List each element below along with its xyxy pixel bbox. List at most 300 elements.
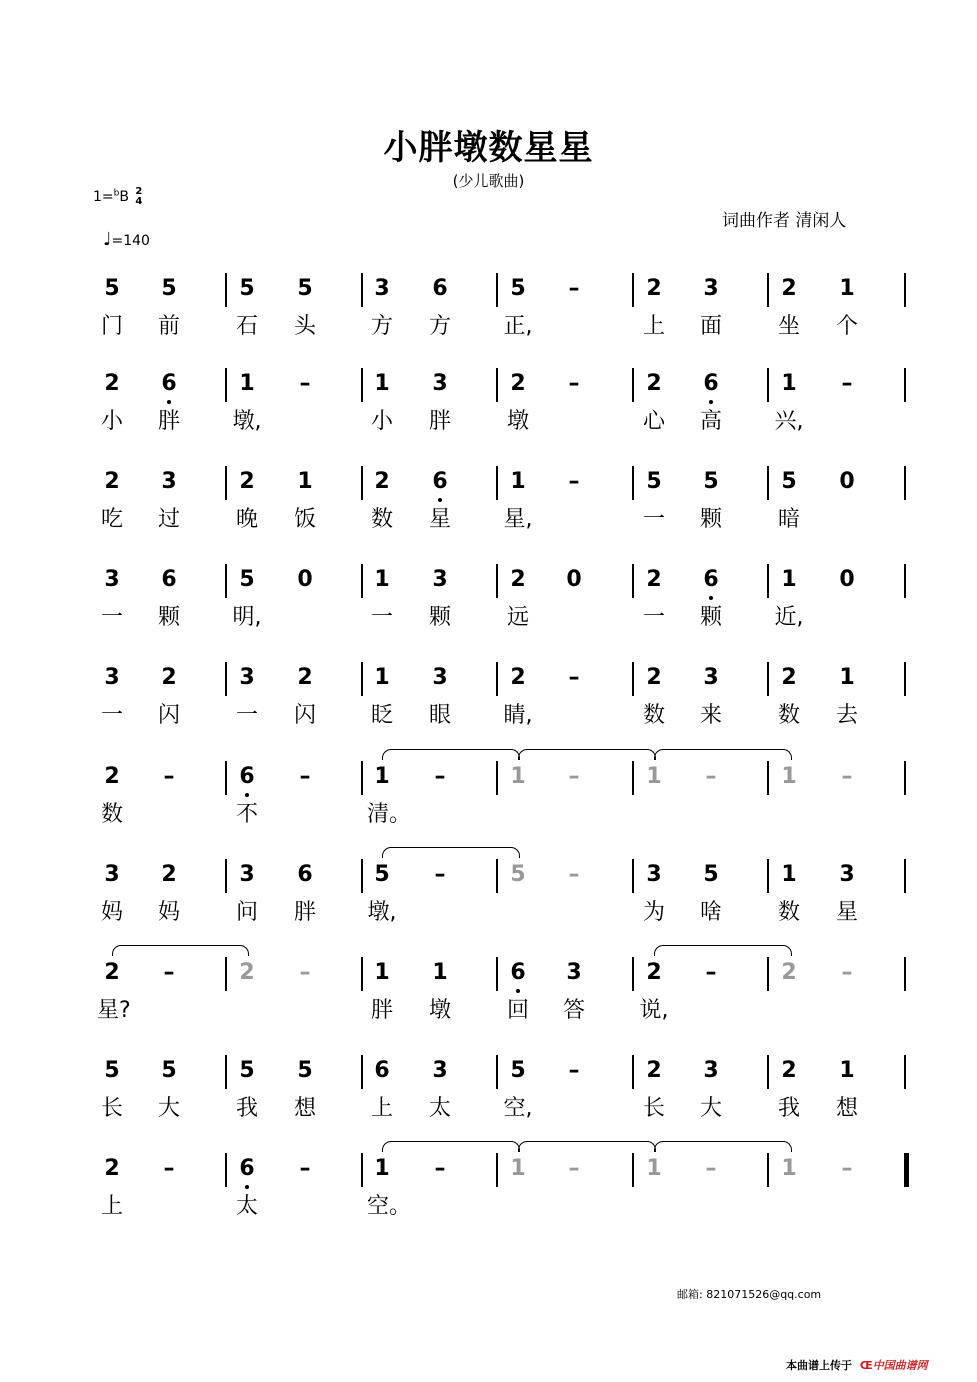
lyric: 正, <box>503 314 533 339</box>
barline <box>225 859 227 893</box>
lyric: 石 <box>235 314 258 339</box>
note: – <box>163 960 175 985</box>
barline <box>225 1153 227 1187</box>
time-signature <box>135 187 142 207</box>
note: 2 <box>646 1058 662 1083</box>
barline <box>767 564 769 598</box>
lyric: 前 <box>157 314 180 339</box>
barline <box>904 564 906 598</box>
barline <box>632 1055 634 1089</box>
lyric: 答 <box>562 998 585 1023</box>
tie-arc <box>654 945 792 956</box>
footer-email: 邮箱: 821071526@qq.com <box>677 1288 822 1301</box>
barline <box>767 1055 769 1089</box>
note: – <box>841 764 853 789</box>
note: – <box>299 764 311 789</box>
barline <box>767 662 769 696</box>
note: 1 <box>839 276 855 301</box>
tempo-value: =140 <box>111 233 150 249</box>
tempo-marking <box>103 229 150 250</box>
barline <box>225 466 227 500</box>
lyric: 方 <box>370 314 393 339</box>
barline <box>767 273 769 307</box>
lyric: 上 <box>100 1194 123 1219</box>
score-system <box>0 468 977 568</box>
barline <box>225 662 227 696</box>
note: 1 <box>781 567 797 592</box>
lyric: 大 <box>157 1096 180 1121</box>
barline <box>496 1153 498 1187</box>
lyric: 胖 <box>370 998 393 1023</box>
lyric: 我 <box>235 1096 258 1121</box>
note: 2 <box>239 469 255 494</box>
note: 1 <box>781 371 797 396</box>
barline <box>496 273 498 307</box>
barline <box>361 761 363 795</box>
note: 3 <box>104 862 120 887</box>
note: 6 <box>297 862 313 887</box>
note: 0 <box>297 567 313 592</box>
lyric: 星 <box>428 507 451 532</box>
note: 2 <box>510 665 526 690</box>
barline <box>225 761 227 795</box>
note: – <box>568 665 580 690</box>
barline <box>904 662 906 696</box>
note: 5 <box>239 567 255 592</box>
note: 1 <box>297 469 313 494</box>
lyric: 晚 <box>235 507 258 532</box>
lyric: 饭 <box>293 507 316 532</box>
note: 2 <box>374 469 390 494</box>
lyric: 来 <box>699 703 722 728</box>
note: 6 <box>374 1058 390 1083</box>
note: 3 <box>839 862 855 887</box>
barline <box>632 957 634 991</box>
note: 2 <box>510 567 526 592</box>
note: 1 <box>781 862 797 887</box>
key-note: B <box>119 189 129 205</box>
note: – <box>705 1156 717 1181</box>
lyric: 一 <box>100 605 123 630</box>
song-title: 小胖墩数星星 <box>383 128 594 168</box>
note: 1 <box>781 764 797 789</box>
note: 2 <box>781 960 797 985</box>
note: – <box>568 1156 580 1181</box>
note: – <box>434 862 446 887</box>
score-system <box>0 566 977 666</box>
note: 5 <box>104 1058 120 1083</box>
flat-sign: b <box>113 188 120 199</box>
lyric: 方 <box>428 314 451 339</box>
note: 1 <box>374 764 390 789</box>
note: 3 <box>374 276 390 301</box>
note: 6 <box>696 370 726 398</box>
lyric: 兴, <box>774 409 804 434</box>
barline <box>904 466 906 500</box>
lyric: 我 <box>777 1096 800 1121</box>
note: 1 <box>510 469 526 494</box>
note: – <box>299 371 311 396</box>
lower-octave-dot <box>245 793 249 797</box>
barline <box>767 368 769 402</box>
lyric: 数 <box>642 703 665 728</box>
note: 2 <box>104 1156 120 1181</box>
note: 6 <box>432 276 448 301</box>
note: 6 <box>154 370 184 398</box>
lyric: 面 <box>699 314 722 339</box>
note: 1 <box>839 665 855 690</box>
lyric: 想 <box>835 1096 858 1121</box>
lower-octave-dot <box>438 498 442 502</box>
barline <box>361 368 363 402</box>
barline <box>361 662 363 696</box>
note: – <box>568 371 580 396</box>
note: 2 <box>239 960 255 985</box>
tie-arc <box>518 1141 656 1152</box>
note: 3 <box>161 469 177 494</box>
lyric: 明, <box>232 605 262 630</box>
barline <box>767 761 769 795</box>
lyric: 闪 <box>293 703 316 728</box>
note: 1 <box>374 960 390 985</box>
lyric: 过 <box>157 507 180 532</box>
note: 6 <box>425 468 455 496</box>
lyric: 头 <box>293 314 316 339</box>
barline <box>496 662 498 696</box>
note: – <box>568 862 580 887</box>
barline <box>632 859 634 893</box>
note: 2 <box>104 469 120 494</box>
lyric: 数 <box>370 507 393 532</box>
lyric: 太 <box>428 1096 451 1121</box>
note: – <box>568 276 580 301</box>
barline <box>904 761 906 795</box>
lyric: 长 <box>642 1096 665 1121</box>
lower-octave-dot <box>709 596 713 600</box>
score-system <box>0 959 977 1059</box>
tie-arc <box>382 749 520 760</box>
lyric: 回 <box>506 998 529 1023</box>
lyric: 妈 <box>100 900 123 925</box>
lyric: 心 <box>642 409 665 434</box>
score-system <box>0 275 977 375</box>
note: 1 <box>781 1156 797 1181</box>
lyric: 个 <box>835 314 858 339</box>
note: 6 <box>696 566 726 594</box>
note: 6 <box>232 1155 262 1183</box>
lyric: 长 <box>100 1096 123 1121</box>
note: 3 <box>432 1058 448 1083</box>
lyric: 颗 <box>699 507 722 532</box>
lyric: 星, <box>503 507 533 532</box>
note: 0 <box>839 469 855 494</box>
note: 1 <box>239 371 255 396</box>
note: 2 <box>646 371 662 396</box>
note: 5 <box>510 862 526 887</box>
note: 2 <box>646 665 662 690</box>
note: 6 <box>503 959 533 987</box>
note: 3 <box>239 665 255 690</box>
barline <box>632 368 634 402</box>
lower-octave-dot <box>516 989 520 993</box>
lyric: 一 <box>642 605 665 630</box>
barline <box>496 761 498 795</box>
note: 1 <box>510 764 526 789</box>
note: 6 <box>232 763 262 791</box>
note: 5 <box>239 1058 255 1083</box>
lyric: 睛, <box>503 703 533 728</box>
lyric: 数 <box>777 900 800 925</box>
note: 3 <box>703 1058 719 1083</box>
note: 2 <box>646 960 662 985</box>
upload-text: 本曲谱上传于 <box>786 1359 852 1372</box>
time-bottom: 4 <box>135 196 143 207</box>
barline <box>767 466 769 500</box>
note: 2 <box>781 276 797 301</box>
barline <box>496 957 498 991</box>
note: 3 <box>703 276 719 301</box>
lyric: 上 <box>370 1096 393 1121</box>
quarter-note-icon: ♩ <box>103 229 112 250</box>
note: 1 <box>432 960 448 985</box>
barline <box>361 466 363 500</box>
lyric: 一 <box>100 703 123 728</box>
lyric: 吃 <box>100 507 123 532</box>
lyric: 小 <box>100 409 123 434</box>
barline <box>225 564 227 598</box>
note: 5 <box>703 469 719 494</box>
note: – <box>841 371 853 396</box>
lyric: 墩 <box>506 409 529 434</box>
lyric: 眨 <box>370 703 393 728</box>
lyric: 近, <box>774 605 804 630</box>
note: 2 <box>104 764 120 789</box>
note: – <box>434 1156 446 1181</box>
lyric: 问 <box>235 900 258 925</box>
note: 6 <box>161 567 177 592</box>
lyric: 眼 <box>428 703 451 728</box>
note: 5 <box>510 276 526 301</box>
time-top: 2 <box>135 186 143 197</box>
barline <box>496 466 498 500</box>
lyric: 小 <box>370 409 393 434</box>
note: 3 <box>566 960 582 985</box>
lyric: 大 <box>699 1096 722 1121</box>
note: – <box>299 1156 311 1181</box>
note: 5 <box>374 862 390 887</box>
final-barline <box>904 1153 909 1187</box>
lyric: 妈 <box>157 900 180 925</box>
lyric: 胖 <box>428 409 451 434</box>
lyric: 暗 <box>777 507 800 532</box>
lyric: 门 <box>100 314 123 339</box>
note: – <box>568 1058 580 1083</box>
site-name: 中国曲谱网 <box>872 1359 928 1372</box>
note: – <box>705 764 717 789</box>
barline <box>904 1055 906 1089</box>
note: 2 <box>161 862 177 887</box>
barline <box>767 957 769 991</box>
site-logo-icon: Œ <box>859 1359 873 1372</box>
lower-octave-dot <box>709 400 713 404</box>
barline <box>904 368 906 402</box>
song-subtitle: (少儿歌曲) <box>452 172 525 190</box>
lyric: 为 <box>642 900 665 925</box>
note: 3 <box>104 665 120 690</box>
note: – <box>434 764 446 789</box>
note: 5 <box>510 1058 526 1083</box>
note: 2 <box>646 276 662 301</box>
note: 0 <box>566 567 582 592</box>
barline <box>496 859 498 893</box>
barline <box>361 1153 363 1187</box>
lyric: 不 <box>235 802 258 827</box>
lyric: 胖 <box>293 900 316 925</box>
lyric: 星 <box>835 900 858 925</box>
note: 3 <box>432 665 448 690</box>
lyric: 闪 <box>157 703 180 728</box>
barline <box>632 466 634 500</box>
note: 3 <box>432 567 448 592</box>
note: 2 <box>781 665 797 690</box>
barline <box>361 1055 363 1089</box>
note: 5 <box>104 276 120 301</box>
lyric: 清。 <box>367 802 412 827</box>
barline <box>632 761 634 795</box>
note: 1 <box>374 665 390 690</box>
lyric: 一 <box>370 605 393 630</box>
barline <box>361 957 363 991</box>
note: 5 <box>297 276 313 301</box>
barline <box>767 859 769 893</box>
composer-credit: 词曲作者 清闲人 <box>722 211 847 231</box>
note: 1 <box>510 1156 526 1181</box>
note: 3 <box>703 665 719 690</box>
note: 3 <box>104 567 120 592</box>
note: 1 <box>374 371 390 396</box>
barline <box>632 564 634 598</box>
tie-arc <box>654 1141 792 1152</box>
note: 1 <box>374 567 390 592</box>
barline <box>767 1153 769 1187</box>
note: 5 <box>239 276 255 301</box>
lyric: 数 <box>777 703 800 728</box>
barline <box>904 859 906 893</box>
barline <box>225 1055 227 1089</box>
tie-arc <box>518 749 656 760</box>
lyric: 颗 <box>699 605 722 630</box>
lower-octave-dot <box>245 1185 249 1189</box>
score-system <box>0 1155 977 1255</box>
note: 2 <box>161 665 177 690</box>
lyric: 啥 <box>699 900 722 925</box>
barline <box>225 368 227 402</box>
note: 2 <box>104 960 120 985</box>
barline <box>496 1055 498 1089</box>
lyric: 颗 <box>157 605 180 630</box>
lyric: 远 <box>506 605 529 630</box>
lyric: 星? <box>97 998 131 1023</box>
note: 2 <box>781 1058 797 1083</box>
lyric: 一 <box>235 703 258 728</box>
note: 2 <box>104 371 120 396</box>
lyric: 上 <box>642 314 665 339</box>
tie-arc <box>654 749 792 760</box>
note: 1 <box>646 764 662 789</box>
note: – <box>163 1156 175 1181</box>
note: 2 <box>646 567 662 592</box>
barline <box>225 957 227 991</box>
barline <box>632 1153 634 1187</box>
note: 1 <box>839 1058 855 1083</box>
note: 5 <box>703 862 719 887</box>
note: 1 <box>374 1156 390 1181</box>
note: 5 <box>161 276 177 301</box>
barline <box>361 273 363 307</box>
key-prefix: 1= <box>93 189 114 205</box>
lyric: 颗 <box>428 605 451 630</box>
key-signature <box>93 187 142 207</box>
note: – <box>841 960 853 985</box>
lyric: 坐 <box>777 314 800 339</box>
barline <box>361 859 363 893</box>
barline <box>496 368 498 402</box>
note: 5 <box>161 1058 177 1083</box>
barline <box>225 273 227 307</box>
tie-arc <box>382 847 520 858</box>
note: 1 <box>646 1156 662 1181</box>
note: 2 <box>510 371 526 396</box>
lyric: 太 <box>235 1194 258 1219</box>
lyric: 数 <box>100 802 123 827</box>
lyric: 去 <box>835 703 858 728</box>
note: – <box>841 1156 853 1181</box>
note: 5 <box>781 469 797 494</box>
note: 2 <box>297 665 313 690</box>
note: – <box>299 960 311 985</box>
lyric: 说, <box>639 998 669 1023</box>
note: 5 <box>646 469 662 494</box>
lyric: 墩, <box>232 409 262 434</box>
note: 3 <box>239 862 255 887</box>
tie-arc <box>112 945 249 956</box>
note: – <box>705 960 717 985</box>
lyric: 空。 <box>367 1194 412 1219</box>
barline <box>632 662 634 696</box>
barline <box>496 564 498 598</box>
lyric: 空, <box>503 1096 533 1121</box>
lyric: 胖 <box>157 409 180 434</box>
note: 5 <box>297 1058 313 1083</box>
barline <box>632 273 634 307</box>
tie-arc <box>382 1141 520 1152</box>
lower-octave-dot <box>167 400 171 404</box>
barline <box>361 564 363 598</box>
note: 3 <box>432 371 448 396</box>
lyric: 墩 <box>428 998 451 1023</box>
note: – <box>568 469 580 494</box>
note: 3 <box>646 862 662 887</box>
barline <box>904 957 906 991</box>
note: – <box>568 764 580 789</box>
barline <box>904 273 906 307</box>
lyric: 一 <box>642 507 665 532</box>
note: 0 <box>839 567 855 592</box>
lyric: 高 <box>699 409 722 434</box>
note: – <box>163 764 175 789</box>
footer-upload-label <box>786 1357 928 1373</box>
score-system <box>0 370 977 470</box>
